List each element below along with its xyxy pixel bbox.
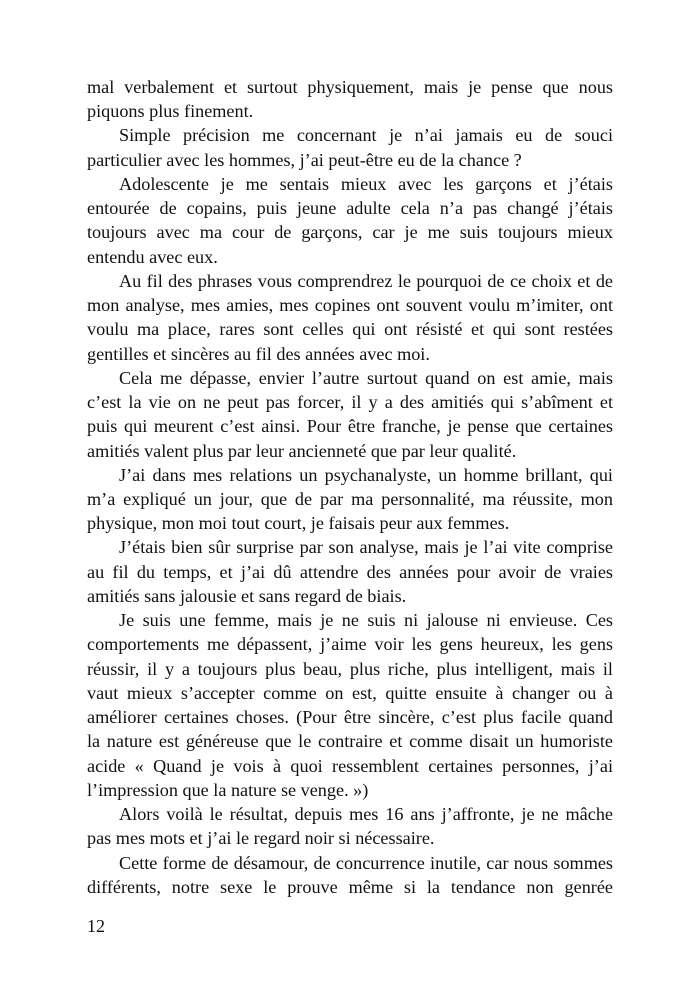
text-line: physique, mon moi tout court, je faisais peur aux femmes. bbox=[87, 513, 510, 534]
paragraph bbox=[87, 366, 613, 463]
paragraph bbox=[87, 851, 613, 899]
paragraph bbox=[87, 463, 613, 536]
text-line: différents, notre sexe le prouve même si la tendance non genrée bbox=[87, 876, 613, 897]
page-body-text bbox=[87, 75, 613, 899]
paragraph bbox=[87, 172, 613, 269]
text-line: la nature est généreuse que le contraire et comme disait un humoriste bbox=[87, 731, 613, 752]
paragraph bbox=[87, 608, 613, 802]
text-line: puis qui meurent c’est ainsi. Pour être franche, je pense que certaines bbox=[87, 416, 613, 437]
text-line: amitiés sans jalousie et sans regard de biais. bbox=[87, 585, 407, 606]
paragraph bbox=[87, 535, 613, 608]
text-line: Au fil des phrases vous comprendrez le pourquoi de ce choix et de bbox=[119, 270, 613, 291]
paragraph bbox=[87, 802, 613, 850]
text-line: particulier avec les hommes, j’ai peut-être eu de la chance ? bbox=[87, 149, 522, 170]
text-line: Cette forme de désamour, de concurrence inutile, car nous sommes bbox=[119, 852, 613, 873]
text-line: piquons plus finement. bbox=[87, 101, 254, 122]
text-line: entourée de copains, puis jeune adulte cela n’a pas changé j’étais bbox=[87, 198, 613, 219]
text-line: mal verbalement et surtout physiquement, mais je pense que nous bbox=[87, 77, 613, 97]
text-line: J’ai dans mes relations un psychanalyste, un homme brillant, qui bbox=[119, 464, 613, 485]
text-line: Cela me dépasse, envier l’autre surtout quand on est amie, mais bbox=[119, 367, 613, 388]
text-line: mon analyse, mes amies, mes copines ont souvent voulu m’imiter, ont bbox=[87, 295, 613, 316]
text-line: toujours avec ma cour de garçons, car je me suis toujours mieux bbox=[87, 222, 613, 243]
paragraph bbox=[87, 75, 613, 123]
text-line: Je suis une femme, mais je ne suis ni jalouse ni envieuse. Ces bbox=[119, 610, 613, 631]
text-line: vaut mieux s’accepter comme on est, quitte ensuite à changer ou à bbox=[87, 682, 613, 703]
text-line: l’impression que la nature se venge. ») bbox=[87, 779, 369, 800]
text-line: voulu ma place, rares sont celles qui ont résisté et qui sont restées bbox=[87, 319, 613, 340]
text-line: acide « Quand je vois à quoi ressemblent certaines personnes, j’ai bbox=[87, 755, 613, 776]
text-line: améliorer certaines choses. (Pour être sincère, c’est plus facile quand bbox=[87, 707, 613, 728]
paragraph bbox=[87, 269, 613, 366]
text-line: Adolescente je me sentais mieux avec les garçons et j’étais bbox=[119, 173, 613, 194]
page-number: 12 bbox=[87, 916, 105, 936]
text-line: m’a expliqué un jour, que de par ma personnalité, ma réussite, mon bbox=[87, 488, 613, 509]
text-line: gentilles et sincères au fil des années avec moi. bbox=[87, 343, 430, 364]
text-line: Alors voilà le résultat, depuis mes 16 ans j’affronte, je ne mâche bbox=[119, 804, 613, 825]
text-line: Simple précision me concernant je n’ai jamais eu de souci bbox=[119, 125, 613, 146]
text-line: au fil du temps, et j’ai dû attendre des années pour avoir de vraies bbox=[87, 561, 613, 582]
text-line: pas mes mots et j’ai le regard noir si nécessaire. bbox=[87, 828, 435, 849]
paragraph bbox=[87, 123, 613, 171]
text-line: J’étais bien sûr surprise par son analyse, mais je l’ai vite comprise bbox=[119, 537, 613, 558]
text-line: entendu avec eux. bbox=[87, 246, 218, 267]
text-line: c’est la vie on ne peut pas forcer, il y a des amitiés qui s’abîment et bbox=[87, 392, 613, 413]
text-line: comportements me dépassent, j’aime voir les gens heureux, les gens bbox=[87, 634, 613, 655]
text-line: amitiés valent plus par leur ancienneté que par leur qualité. bbox=[87, 440, 517, 461]
text-line: réussir, il y a toujours plus beau, plus riche, plus intelligent, mais il bbox=[87, 658, 613, 679]
